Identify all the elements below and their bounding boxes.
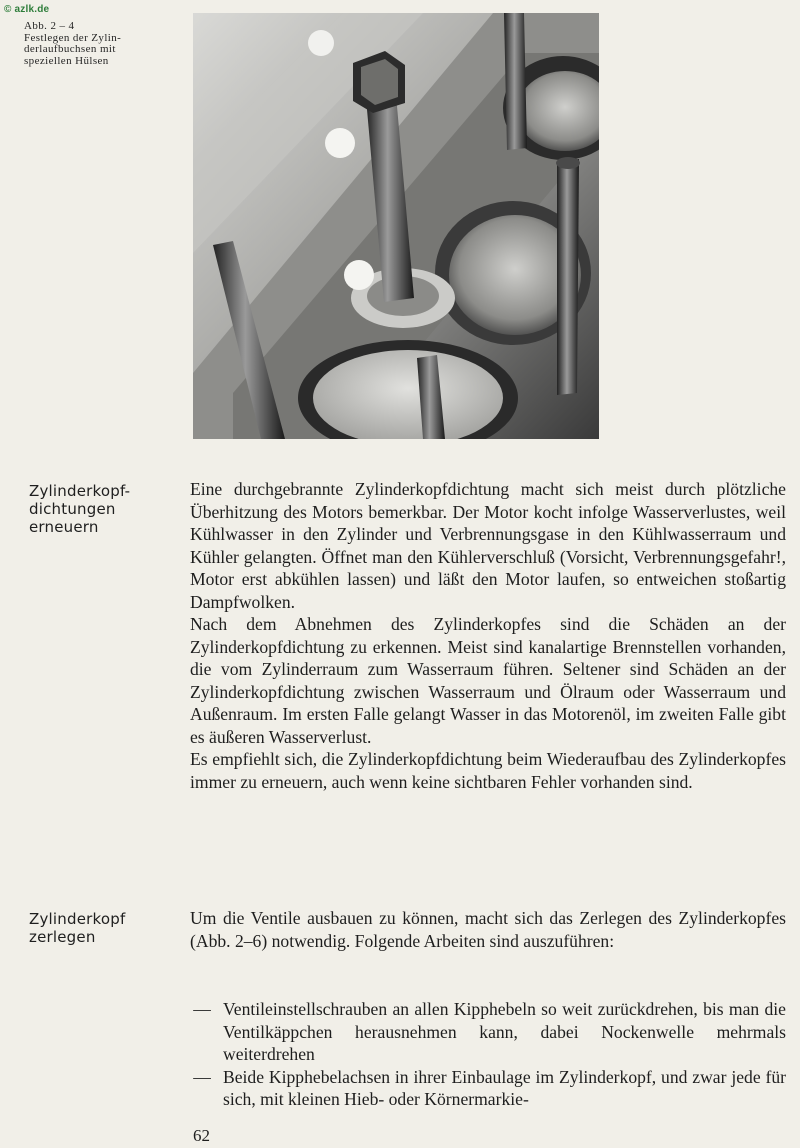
caption-line: derlaufbuchsen mit (24, 43, 116, 55)
dash-marker: — (193, 1066, 211, 1087)
engine-cylinder-photo (193, 13, 599, 439)
list-item (190, 998, 786, 1066)
caption-line: Festlegen der Zylin- (24, 31, 122, 44)
engine-block-illustration (193, 13, 599, 439)
paragraph: Es empfiehlt sich, die Zylinderkopfdichtung beim Wiederaufbau des Zylinderkopfes immer zu erneuern, auch wenn keine sichtbaren Fehler vorhanden sind. (190, 749, 786, 792)
caption-line: Abb. 2 – 4 (24, 20, 75, 32)
section-body (190, 907, 786, 952)
paragraph: Um die Ventile ausbauen zu können, macht sich das Zerlegen des Zylinderkopfes (Abb. 2–6) notwendig. Folgende Arbeiten sind auszuführen: (190, 908, 786, 951)
heading-line: Zylinderkopf- (29, 482, 131, 500)
side-heading (29, 910, 179, 946)
list-item-text: Ventileinstellschrauben an allen Kipphebeln so weit zurückdrehen, bis man die Ventilkäppchen herausnehmen kann, dabei Nockenwelle mehrmals weiterdrehen (223, 999, 786, 1064)
heading-line: erneuern (29, 518, 99, 536)
heading-line: Zylinderkopf (29, 910, 126, 928)
paragraph: Eine durchgebrannte Zylinderkopfdichtung macht sich meist durch plötzliche Überhitzung des Motors bemerkbar. Der Motor kocht infolge Wasserverlustes, weil Kühlwasser in den Zylinder und Verbrennungsgase in den Kühlwasserraum und Kühler gelangten. Öffnet man den Kühlerverschluß (Vorsicht, Verbrennungsgefahr!, Motor erst abkühlen lassen) und läßt den Motor laufen, so entweichen stoßartig Dampfwolken. (190, 479, 786, 612)
paragraph: Nach dem Abnehmen des Zylinderkopfes sind die Schäden an der Zylinderkopfdichtung zu erkennen. Meist sind kanalartige Brennstellen vorhanden, die vom Zylinderraum zum Wasserraum führen. Seltener sind Schäden an der Zylinderkopfdichtung zwischen Wasserraum und Ölraum oder Wasserraum und Außenraum. Im ersten Falle gelangt Wasser in das Motorenöl, im zweiten Falle gibt es äußeren Wasserverlust. (190, 614, 786, 747)
list-item-text: Beide Kipphebelachsen in ihrer Einbaulage im Zylinderkopf, und zwar jede für sich, mit kleinen Hieb- oder Körnermarkie- (223, 1066, 786, 1109)
side-heading (29, 482, 179, 536)
dash-marker: — (193, 999, 211, 1019)
page-number: 62 (193, 1126, 210, 1145)
list-item (190, 1066, 786, 1111)
heading-line: zerlegen (29, 928, 96, 946)
section-body (190, 478, 786, 793)
figure-caption (24, 21, 174, 67)
watermark: © azlk.de (4, 4, 50, 15)
caption-line: speziellen Hülsen (24, 54, 109, 67)
heading-line: dichtungen (29, 500, 116, 518)
procedure-list (190, 998, 786, 1111)
